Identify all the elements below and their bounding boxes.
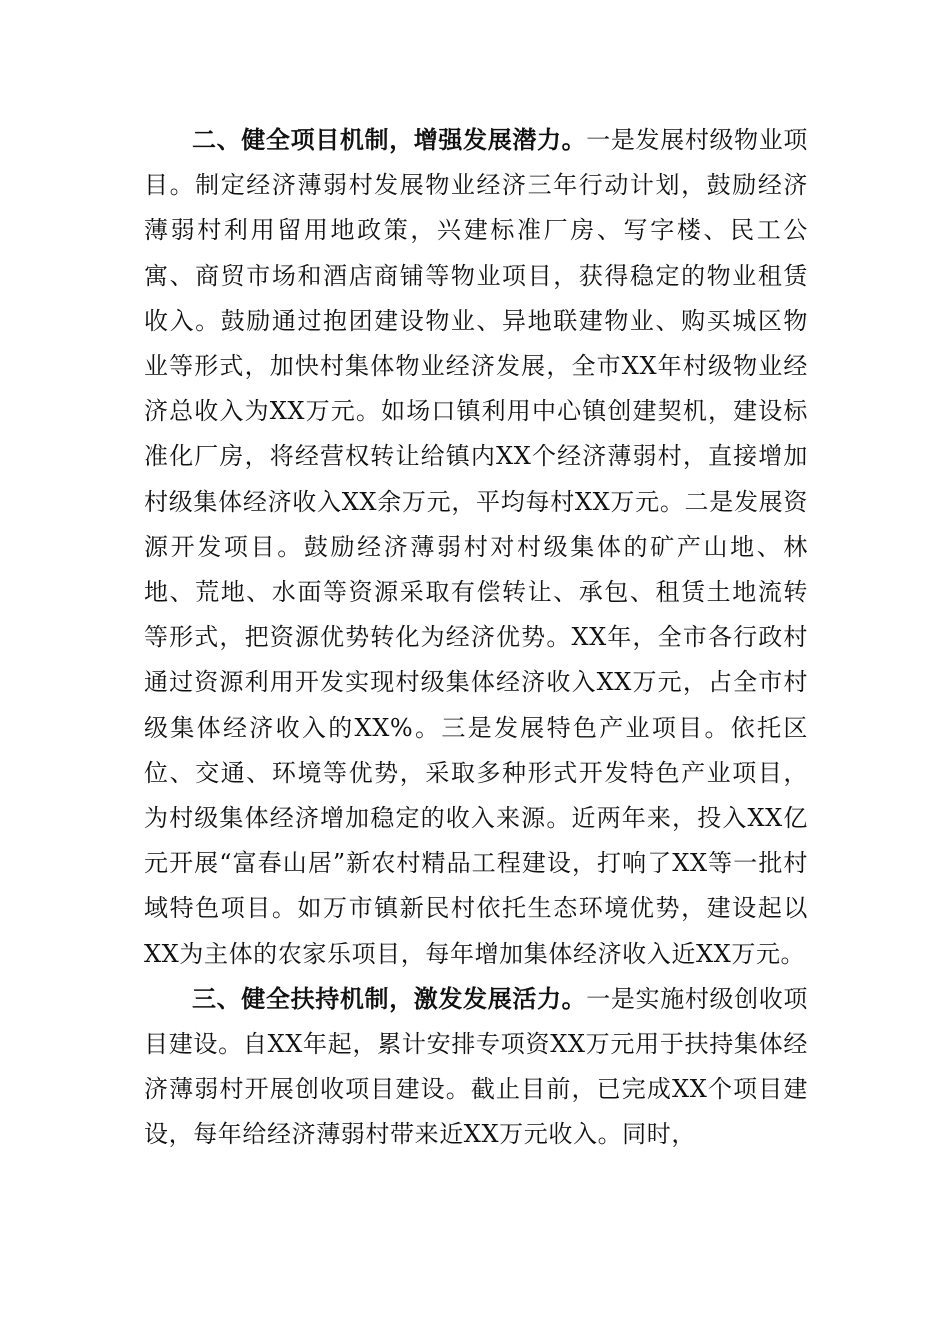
section-heading-three: 三、健全扶持机制，激发发展活力。 [192,984,587,1013]
document-body [144,118,808,1158]
section-heading-two: 二、健全项目机制，增强发展潜力。 [192,126,587,154]
paragraph-body-two: 一是发展村级物业项目。制定经济薄弱村发展物业经济三年行动计划，鼓励经济薄弱村利用留用地政策，兴建标准厂房、写字楼、民工公寓、商贸市场和酒店商铺等物业项目，获得稳定的物业租赁收入。鼓励通过抱团建设物业、异地联建物业、购买城区物业等形式，加快村集体物业经济发展，全市XX年村级物业经济总收入为XX万元。如场口镇利用中心镇创建契机，建设标准化厂房，将经营权转让给镇内XX个经济薄弱村，直接增加村级集体经济收入XX余万元，平均每村XX万元。二是发展资源开发项目。鼓励经济薄弱村对村级集体的矿产山地、林地、荒地、水面等资源采取有偿转让、承包、租赁土地流转等形式，把资源优势转化为经济优势。XX年，全市各行政村通过资源利用开发实现村级集体经济收入XX万元，占全市村级集体经济收入的XX%。三是发展特色产业项目。依托区位、交通、环境等优势，采取多种形式开发特色产业项目，为村级集体经济增加稳定的收入来源。近两年来，投入XX亿元开展“富春山居”新农村精品工程建设，打响了XX等一批村域特色项目。如万市镇新民村依托生态环境优势，建设起以XX为主体的农家乐项目，每年增加集体经济收入近XX万元。 [144,126,808,968]
paragraph-support-mechanism [144,977,808,1158]
paragraph-body-three: 一是实施村级创收项目建设。自XX年起，累计安排专项资XX万元用于扶持集体经济薄弱村开展创收项目建设。截止目前，已完成XX个项目建设，每年给经济薄弱村带来近XX万元收入。同时， [144,984,808,1149]
paragraph-project-mechanism [144,118,808,977]
